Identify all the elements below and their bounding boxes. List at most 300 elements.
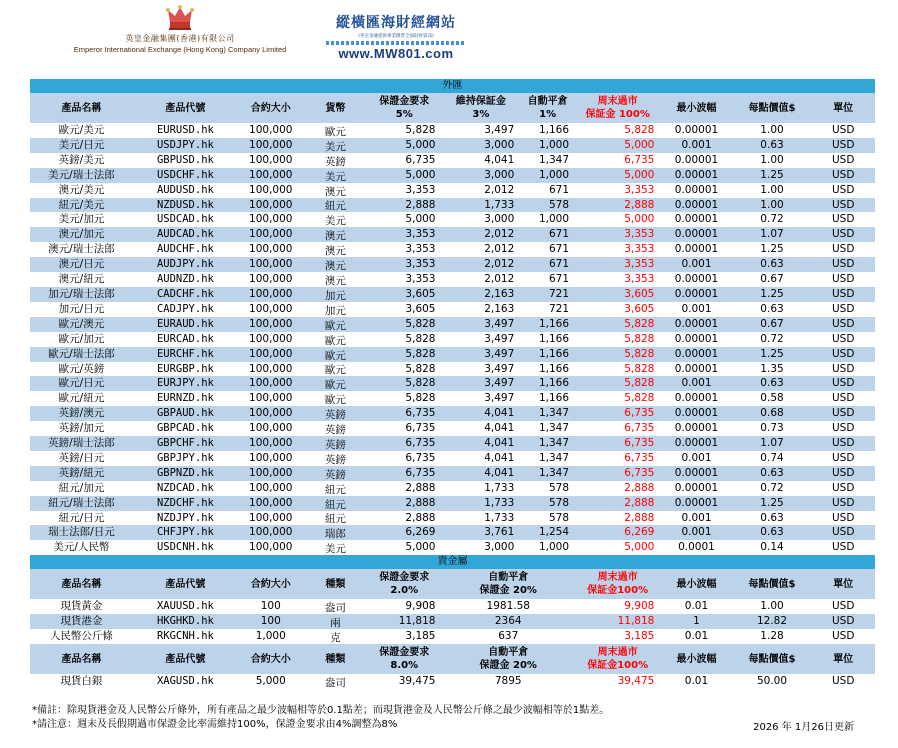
cell-currency: 歐元 — [304, 123, 367, 138]
cell-currency: 美元 — [304, 540, 367, 555]
table-row — [30, 242, 875, 257]
cell-margin: 5,828 — [367, 317, 441, 332]
forex-band-label: 外匯 — [30, 79, 875, 93]
cell-currency: 英鎊 — [304, 436, 367, 451]
cell-code: CADCHF.hk — [133, 287, 238, 302]
cell-pip: 1.25 — [733, 496, 812, 511]
cell-code: GBPJPY.hk — [133, 451, 238, 466]
table-row — [30, 212, 875, 227]
col-weekend — [575, 644, 660, 674]
table-row — [30, 302, 875, 317]
cell-margin: 5,828 — [367, 362, 441, 377]
cell-code: AUDNZD.hk — [133, 272, 238, 287]
col-pip: 每點價值$ — [733, 644, 812, 674]
col-margin-pct: 8.0% — [390, 660, 419, 671]
cell-maint: 4,041 — [441, 406, 520, 421]
cell-name: 歐元/瑞士法郎 — [30, 347, 133, 362]
cell-pip: 0.63 — [733, 525, 812, 540]
dots-decoration — [326, 41, 466, 45]
cell-name: 英鎊/紐元 — [30, 466, 133, 481]
col-kind: 種類 — [304, 569, 367, 599]
cell-currency: 澳元 — [304, 272, 367, 287]
cell-unit: USD — [811, 212, 875, 227]
cell-pip: 1.00 — [733, 198, 812, 213]
table-row — [30, 198, 875, 213]
footnote-1: *備註：除現貨港金及人民幣公斤條外，所有產品之最少波幅相等於0.1點差；而現貨港金及人民幣公斤條之最少波幅相等於1點差。 — [32, 705, 610, 716]
cell-pip: 0.68 — [733, 406, 812, 421]
cell-pip: 1.07 — [733, 227, 812, 242]
col-maint — [441, 93, 520, 123]
cell-auto: 671 — [520, 272, 575, 287]
cell-margin: 5,000 — [367, 138, 441, 153]
table-row — [30, 347, 875, 362]
cell-currency: 紐元 — [304, 481, 367, 496]
cell-weekend: 5,828 — [575, 376, 660, 391]
table-row — [30, 123, 875, 138]
company-name-en: Emperor International Exchange (Hong Kong) Company Limited — [73, 45, 287, 54]
cell-margin: 5,828 — [367, 332, 441, 347]
cell-unit: USD — [811, 376, 875, 391]
cell-kind: 盎司 — [304, 599, 367, 614]
cell-tick: 0.0001 — [660, 540, 732, 555]
cell-tick: 0.001 — [660, 257, 732, 272]
cell-name: 紐元/加元 — [30, 481, 133, 496]
cell-tick: 0.00001 — [660, 227, 732, 242]
table-row — [30, 674, 875, 689]
table-row — [30, 406, 875, 421]
cell-weekend: 2,888 — [575, 481, 660, 496]
cell-tick: 0.001 — [660, 376, 732, 391]
cell-code: USDCNH.hk — [133, 540, 238, 555]
cell-tick: 0.001 — [660, 451, 732, 466]
cell-pip: 0.67 — [733, 317, 812, 332]
cell-unit: USD — [811, 540, 875, 555]
cell-size: 100,000 — [238, 272, 304, 287]
cell-auto: 1,000 — [520, 138, 575, 153]
col-margin — [367, 644, 441, 674]
cell-margin: 3,605 — [367, 302, 441, 317]
cell-auto: 1,347 — [520, 451, 575, 466]
cell-size: 100,000 — [238, 227, 304, 242]
cell-code: EURCAD.hk — [133, 332, 238, 347]
col-auto-label: 自動平倉 — [488, 572, 529, 584]
table-row — [30, 466, 875, 481]
cell-pip: 0.63 — [733, 376, 812, 391]
cell-weekend: 9,908 — [575, 599, 660, 614]
cell-size: 100,000 — [238, 183, 304, 198]
cell-pip: 1.35 — [733, 362, 812, 377]
cell-tick: 0.00001 — [660, 436, 732, 451]
cell-pip: 0.63 — [733, 302, 812, 317]
cell-pip: 0.67 — [733, 272, 812, 287]
cell-currency: 澳元 — [304, 183, 367, 198]
cell-currency: 澳元 — [304, 242, 367, 257]
cell-code: USDCAD.hk — [133, 212, 238, 227]
cell-size: 100 — [238, 614, 304, 629]
col-name: 產品名稱 — [30, 93, 133, 123]
cell-name: 現貨黃金 — [30, 599, 133, 614]
site-name: 縱橫匯海財經網站 — [336, 15, 456, 31]
cell-size: 100,000 — [238, 153, 304, 168]
table-row — [30, 287, 875, 302]
cell-name: 人民幣公斤條 — [30, 629, 133, 644]
cell-tick: 0.00001 — [660, 406, 732, 421]
cell-margin: 11,818 — [367, 614, 441, 629]
cell-margin: 2,888 — [367, 198, 441, 213]
cell-code: XAUUSD.hk — [133, 599, 238, 614]
cell-margin: 6,735 — [367, 406, 441, 421]
cell-tick: 0.00001 — [660, 496, 732, 511]
cell-name: 美元/瑞士法郎 — [30, 168, 133, 183]
cell-tick: 0.00001 — [660, 332, 732, 347]
table-row — [30, 540, 875, 555]
cell-size: 100,000 — [238, 496, 304, 511]
cell-weekend: 5,000 — [575, 168, 660, 183]
cell-maint: 2,012 — [441, 183, 520, 198]
cell-currency: 美元 — [304, 138, 367, 153]
cell-weekend: 5,828 — [575, 123, 660, 138]
cell-tick: 0.00001 — [660, 198, 732, 213]
table-row — [30, 511, 875, 526]
col-size: 合約大小 — [238, 93, 304, 123]
cell-pip: 50.00 — [733, 674, 812, 689]
cell-margin: 3,605 — [367, 287, 441, 302]
table-row — [30, 525, 875, 540]
cell-kind: 兩 — [304, 614, 367, 629]
cell-tick: 0.00001 — [660, 466, 732, 481]
cell-tick: 0.001 — [660, 302, 732, 317]
col-maint-label: 維持保証金 — [455, 96, 506, 107]
cell-currency: 紐元 — [304, 496, 367, 511]
cell-maint: 4,041 — [441, 451, 520, 466]
cell-maint: 2,012 — [441, 242, 520, 257]
cell-name: 澳元/加元 — [30, 227, 133, 242]
col-auto-label: 自動平倉 — [488, 647, 529, 658]
company-logo-block — [50, 4, 310, 54]
cell-unit: USD — [811, 481, 875, 496]
cell-maint: 3,497 — [441, 123, 520, 138]
cell-unit: USD — [811, 466, 875, 481]
cell-auto: 671 — [520, 242, 575, 257]
cell-tick: 0.00001 — [660, 317, 732, 332]
cell-code: EURJPY.hk — [133, 376, 238, 391]
col-unit: 單位 — [811, 644, 875, 674]
cell-size: 100,000 — [238, 347, 304, 362]
table-row — [30, 496, 875, 511]
cell-maint: 3,497 — [441, 362, 520, 377]
cell-pip: 0.63 — [733, 257, 812, 272]
cell-tick: 0.00001 — [660, 153, 732, 168]
cell-tick: 0.00001 — [660, 212, 732, 227]
cell-auto: 637 — [441, 629, 575, 644]
cell-maint: 2,163 — [441, 287, 520, 302]
cell-auto: 1981.58 — [441, 599, 575, 614]
cell-weekend: 5,828 — [575, 347, 660, 362]
cell-kind: 克 — [304, 629, 367, 644]
cell-size: 100,000 — [238, 302, 304, 317]
cell-weekend: 3,353 — [575, 183, 660, 198]
cell-name: 紐元/瑞士法郎 — [30, 496, 133, 511]
cell-pip: 1.25 — [733, 287, 812, 302]
cell-name: 歐元/紐元 — [30, 391, 133, 406]
cell-maint: 1,733 — [441, 496, 520, 511]
cell-maint: 3,000 — [441, 138, 520, 153]
cell-size: 100,000 — [238, 406, 304, 421]
col-pip: 每點價值$ — [733, 93, 812, 123]
cell-pip: 0.73 — [733, 421, 812, 436]
col-auto-pct: 1% — [539, 109, 557, 120]
cell-maint: 4,041 — [441, 421, 520, 436]
col-tick: 最小波幅 — [660, 569, 732, 599]
cell-code: EURCHF.hk — [133, 347, 238, 362]
table-row — [30, 629, 875, 644]
cell-pip: 0.72 — [733, 481, 812, 496]
col-weekend-label: 周末過市 — [597, 572, 638, 584]
cell-unit: USD — [811, 496, 875, 511]
table-row — [30, 257, 875, 272]
cell-weekend: 3,353 — [575, 227, 660, 242]
cell-auto: 1,166 — [520, 317, 575, 332]
cell-margin: 5,828 — [367, 391, 441, 406]
cell-weekend: 6,735 — [575, 421, 660, 436]
cell-weekend: 3,353 — [575, 272, 660, 287]
cell-currency: 紐元 — [304, 511, 367, 526]
cell-auto: 1,166 — [520, 376, 575, 391]
cell-size: 1,000 — [238, 629, 304, 644]
cell-tick: 0.00001 — [660, 481, 732, 496]
cell-code: EURGBP.hk — [133, 362, 238, 377]
cell-name: 加元/日元 — [30, 302, 133, 317]
cell-weekend: 6,735 — [575, 153, 660, 168]
cell-unit: USD — [811, 599, 875, 614]
table-row — [30, 481, 875, 496]
cell-code: HKGHKD.hk — [133, 614, 238, 629]
cell-weekend: 3,605 — [575, 287, 660, 302]
col-code: 產品代號 — [133, 569, 238, 599]
table-row — [30, 599, 875, 614]
cell-pip: 0.63 — [733, 138, 812, 153]
cell-code: USDJPY.hk — [133, 138, 238, 153]
cell-currency: 美元 — [304, 168, 367, 183]
cell-pip: 1.00 — [733, 153, 812, 168]
cell-name: 歐元/美元 — [30, 123, 133, 138]
cell-weekend: 6,735 — [575, 451, 660, 466]
cell-tick: 0.01 — [660, 629, 732, 644]
cell-name: 美元/日元 — [30, 138, 133, 153]
cell-margin: 5,828 — [367, 376, 441, 391]
table-row — [30, 376, 875, 391]
cell-pip: 0.14 — [733, 540, 812, 555]
cell-code: USDCHF.hk — [133, 168, 238, 183]
cell-tick: 1 — [660, 614, 732, 629]
cell-auto: 1,000 — [520, 212, 575, 227]
site-url[interactable] — [316, 41, 476, 61]
cell-pip: 1.25 — [733, 168, 812, 183]
table-row — [30, 227, 875, 242]
cell-maint: 3,000 — [441, 212, 520, 227]
cell-margin: 6,735 — [367, 153, 441, 168]
cell-currency: 英鎊 — [304, 153, 367, 168]
cell-code: NZDCAD.hk — [133, 481, 238, 496]
cell-pip: 0.63 — [733, 466, 812, 481]
cell-name: 歐元/加元 — [30, 332, 133, 347]
cell-maint: 1,733 — [441, 481, 520, 496]
cell-currency: 澳元 — [304, 227, 367, 242]
cell-unit: USD — [811, 525, 875, 540]
cell-size: 100,000 — [238, 525, 304, 540]
cell-code: GBPAUD.hk — [133, 406, 238, 421]
cell-margin: 3,353 — [367, 257, 441, 272]
gold-band — [30, 555, 875, 569]
cell-unit: USD — [811, 436, 875, 451]
cell-size: 100,000 — [238, 257, 304, 272]
col-currency: 貨幣 — [304, 93, 367, 123]
cell-weekend: 6,735 — [575, 436, 660, 451]
cell-auto: 1,347 — [520, 466, 575, 481]
cell-unit: USD — [811, 227, 875, 242]
cell-tick: 0.00001 — [660, 362, 732, 377]
silver-header-row — [30, 644, 875, 674]
cell-name: 澳元/日元 — [30, 257, 133, 272]
col-name: 產品名稱 — [30, 644, 133, 674]
table-row — [30, 614, 875, 629]
cell-auto: 1,000 — [520, 540, 575, 555]
gold-band-label: 貴金屬 — [30, 555, 875, 569]
table-row — [30, 317, 875, 332]
cell-pip: 1.28 — [733, 629, 812, 644]
cell-size: 100,000 — [238, 436, 304, 451]
cell-size: 100,000 — [238, 198, 304, 213]
cell-size: 5,000 — [238, 674, 304, 689]
cell-margin: 2,888 — [367, 511, 441, 526]
cell-code: AUDCAD.hk — [133, 227, 238, 242]
cell-size: 100,000 — [238, 362, 304, 377]
cell-weekend: 5,000 — [575, 540, 660, 555]
col-weekend-pct: 保証金100% — [587, 585, 649, 597]
site-url-text[interactable]: www.MW801.com — [338, 46, 454, 61]
cell-margin: 3,353 — [367, 272, 441, 287]
cell-margin: 6,735 — [367, 436, 441, 451]
col-code: 產品代號 — [133, 644, 238, 674]
cell-maint: 1,733 — [441, 511, 520, 526]
cell-tick: 0.00001 — [660, 391, 732, 406]
col-weekend-label: 周末過市 — [597, 96, 638, 107]
col-margin-label: 保證金要求 — [379, 647, 430, 658]
cell-margin: 5,000 — [367, 540, 441, 555]
table-row — [30, 153, 875, 168]
cell-currency: 加元 — [304, 287, 367, 302]
cell-code: AUDJPY.hk — [133, 257, 238, 272]
cell-margin: 3,353 — [367, 242, 441, 257]
cell-auto: 1,347 — [520, 436, 575, 451]
cell-margin: 39,475 — [367, 674, 441, 689]
cell-unit: USD — [811, 362, 875, 377]
table-row — [30, 183, 875, 198]
site-subtitle: (英皇金融提供專業優質全面財經資訊) — [358, 34, 434, 39]
cell-auto: 671 — [520, 183, 575, 198]
cell-size: 100,000 — [238, 451, 304, 466]
cell-weekend: 5,828 — [575, 391, 660, 406]
col-weekend-pct: 保証金100% — [587, 660, 649, 671]
cell-name: 英鎊/美元 — [30, 153, 133, 168]
cell-name: 澳元/美元 — [30, 183, 133, 198]
col-margin — [367, 93, 441, 123]
col-margin — [367, 569, 441, 599]
cell-margin: 6,735 — [367, 421, 441, 436]
table-row — [30, 138, 875, 153]
cell-pip: 1.25 — [733, 347, 812, 362]
cell-unit: USD — [811, 302, 875, 317]
cell-size: 100,000 — [238, 123, 304, 138]
cell-pip: 1.25 — [733, 242, 812, 257]
cell-code: NZDCHF.hk — [133, 496, 238, 511]
cell-code: NZDUSD.hk — [133, 198, 238, 213]
footnotes — [32, 704, 609, 732]
cell-weekend: 39,475 — [575, 674, 660, 689]
cell-pip: 12.82 — [733, 614, 812, 629]
cell-name: 歐元/日元 — [30, 376, 133, 391]
cell-size: 100,000 — [238, 287, 304, 302]
cell-name: 英鎊/日元 — [30, 451, 133, 466]
cell-size: 100,000 — [238, 168, 304, 183]
table-row — [30, 451, 875, 466]
cell-name: 澳元/瑞士法郎 — [30, 242, 133, 257]
cell-maint: 1,733 — [441, 198, 520, 213]
cell-pip: 0.74 — [733, 451, 812, 466]
cell-maint: 2,012 — [441, 227, 520, 242]
cell-auto: 1,166 — [520, 347, 575, 362]
table-row — [30, 421, 875, 436]
col-auto — [441, 569, 575, 599]
cell-weekend: 2,888 — [575, 198, 660, 213]
cell-code: GBPNZD.hk — [133, 466, 238, 481]
cell-maint: 3,497 — [441, 347, 520, 362]
cell-maint: 4,041 — [441, 153, 520, 168]
cell-tick: 0.01 — [660, 599, 732, 614]
cell-name: 現貨白銀 — [30, 674, 133, 689]
cell-unit: USD — [811, 198, 875, 213]
cell-name: 英鎊/瑞士法郎 — [30, 436, 133, 451]
cell-auto: 578 — [520, 481, 575, 496]
cell-pip: 1.00 — [733, 183, 812, 198]
col-margin-label: 保證金要求 — [379, 96, 430, 107]
cell-code: EURUSD.hk — [133, 123, 238, 138]
cell-auto: 1,347 — [520, 406, 575, 421]
col-weekend-pct: 保証金 100% — [585, 109, 650, 120]
cell-unit: USD — [811, 272, 875, 287]
cell-code: GBPCHF.hk — [133, 436, 238, 451]
cell-margin: 9,908 — [367, 599, 441, 614]
cell-size: 100,000 — [238, 376, 304, 391]
col-weekend-label: 周末過市 — [597, 647, 638, 658]
cell-auto: 578 — [520, 198, 575, 213]
cell-unit: USD — [811, 629, 875, 644]
cell-unit: USD — [811, 317, 875, 332]
cell-maint: 4,041 — [441, 466, 520, 481]
cell-currency: 歐元 — [304, 376, 367, 391]
cell-size: 100,000 — [238, 138, 304, 153]
site-logo-block — [316, 12, 476, 61]
cell-auto: 2364 — [441, 614, 575, 629]
cell-currency: 歐元 — [304, 391, 367, 406]
cell-pip: 0.72 — [733, 332, 812, 347]
cell-margin: 3,353 — [367, 227, 441, 242]
cell-currency: 英鎊 — [304, 421, 367, 436]
cell-currency: 加元 — [304, 302, 367, 317]
cell-margin: 5,000 — [367, 168, 441, 183]
cell-maint: 3,497 — [441, 376, 520, 391]
crown-icon — [165, 4, 195, 32]
